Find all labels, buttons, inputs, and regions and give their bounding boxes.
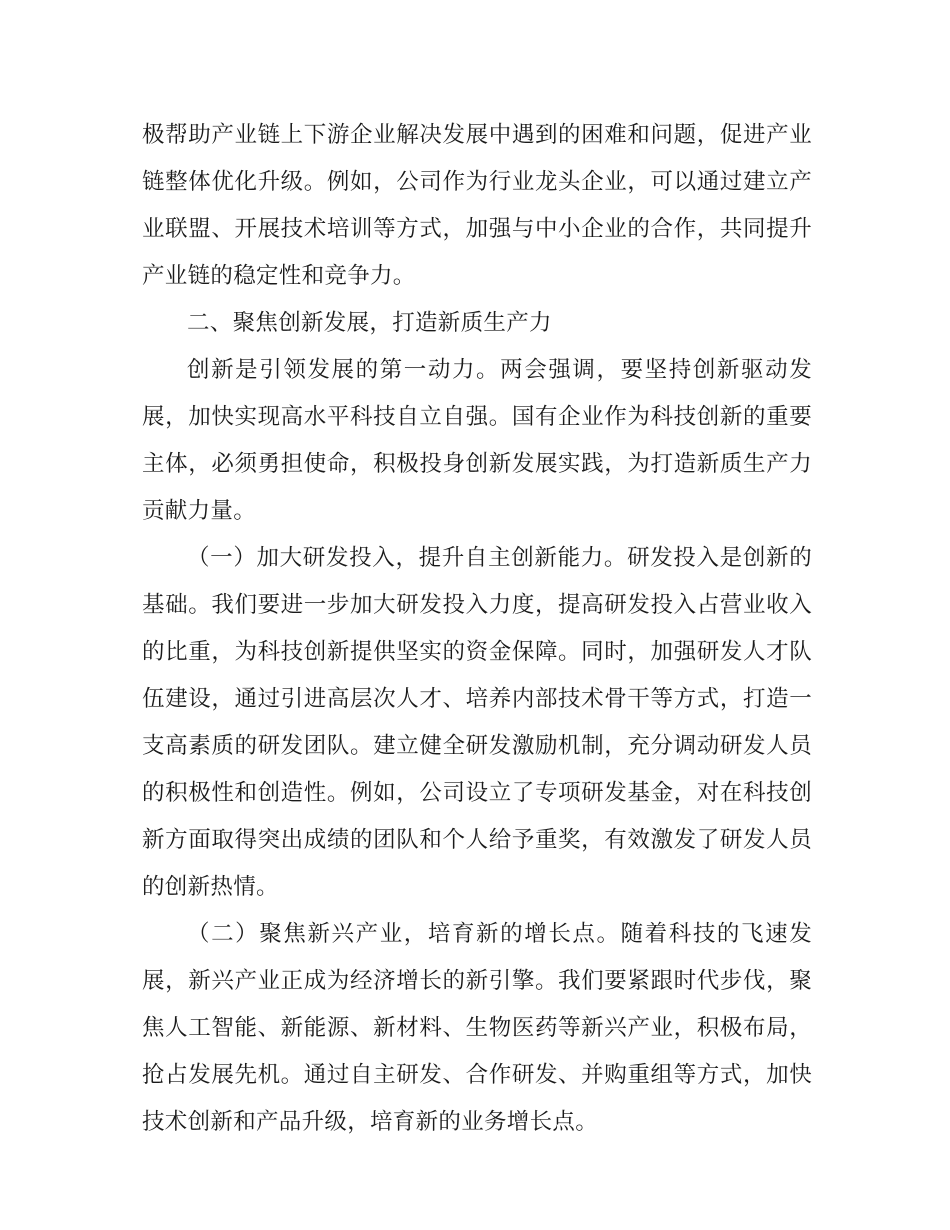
document-body <box>142 112 812 1146</box>
paragraph: （一）加大研发投入，提升自主创新能力。研发投入是创新的基础。我们要进一步加大研发投入力度，提高研发投入占营业收入的比重，为科技创新提供坚实的资金保障。同时，加强研发人才队伍建设，通过引进高层次人才、培养内部技术骨干等方式，打造一支高素质的研发团队。建立健全研发激励机制，充分调动研发人员的积极性和创造性。例如，公司设立了专项研发基金，对在科技创新方面取得突出成绩的团队和个人给予重奖，有效激发了研发人员的创新热情。 <box>142 545 812 900</box>
paragraph: （二）聚焦新兴产业，培育新的增长点。随着科技的飞速发展，新兴产业正成为经济增长的新引擎。我们要紧跟时代步伐，聚焦人工智能、新能源、新材料、生物医药等新兴产业，积极布局，抢占发展先机。通过自主研发、合作研发、并购重组等方式，加快技术创新和产品升级，培育新的业务增长点。 <box>142 921 812 1135</box>
paragraph: 创新是引领发展的第一动力。两会强调，要坚持创新驱动发展，加快实现高水平科技自立自强。国有企业作为科技创新的重要主体，必须勇担使命，积极投身创新发展实践，为打造新质生产力贡献力量。 <box>142 357 812 524</box>
paragraph-continuation: 极帮助产业链上下游企业解决发展中遇到的困难和问题，促进产业链整体优化升级。例如，公司作为行业龙头企业，可以通过建立产业联盟、开展技术培训等方式，加强与中小企业的合作，共同提升产业链的稳定性和竞争力。 <box>142 122 812 289</box>
section-heading: 二、聚焦创新发展，打造新质生产力 <box>187 310 552 336</box>
